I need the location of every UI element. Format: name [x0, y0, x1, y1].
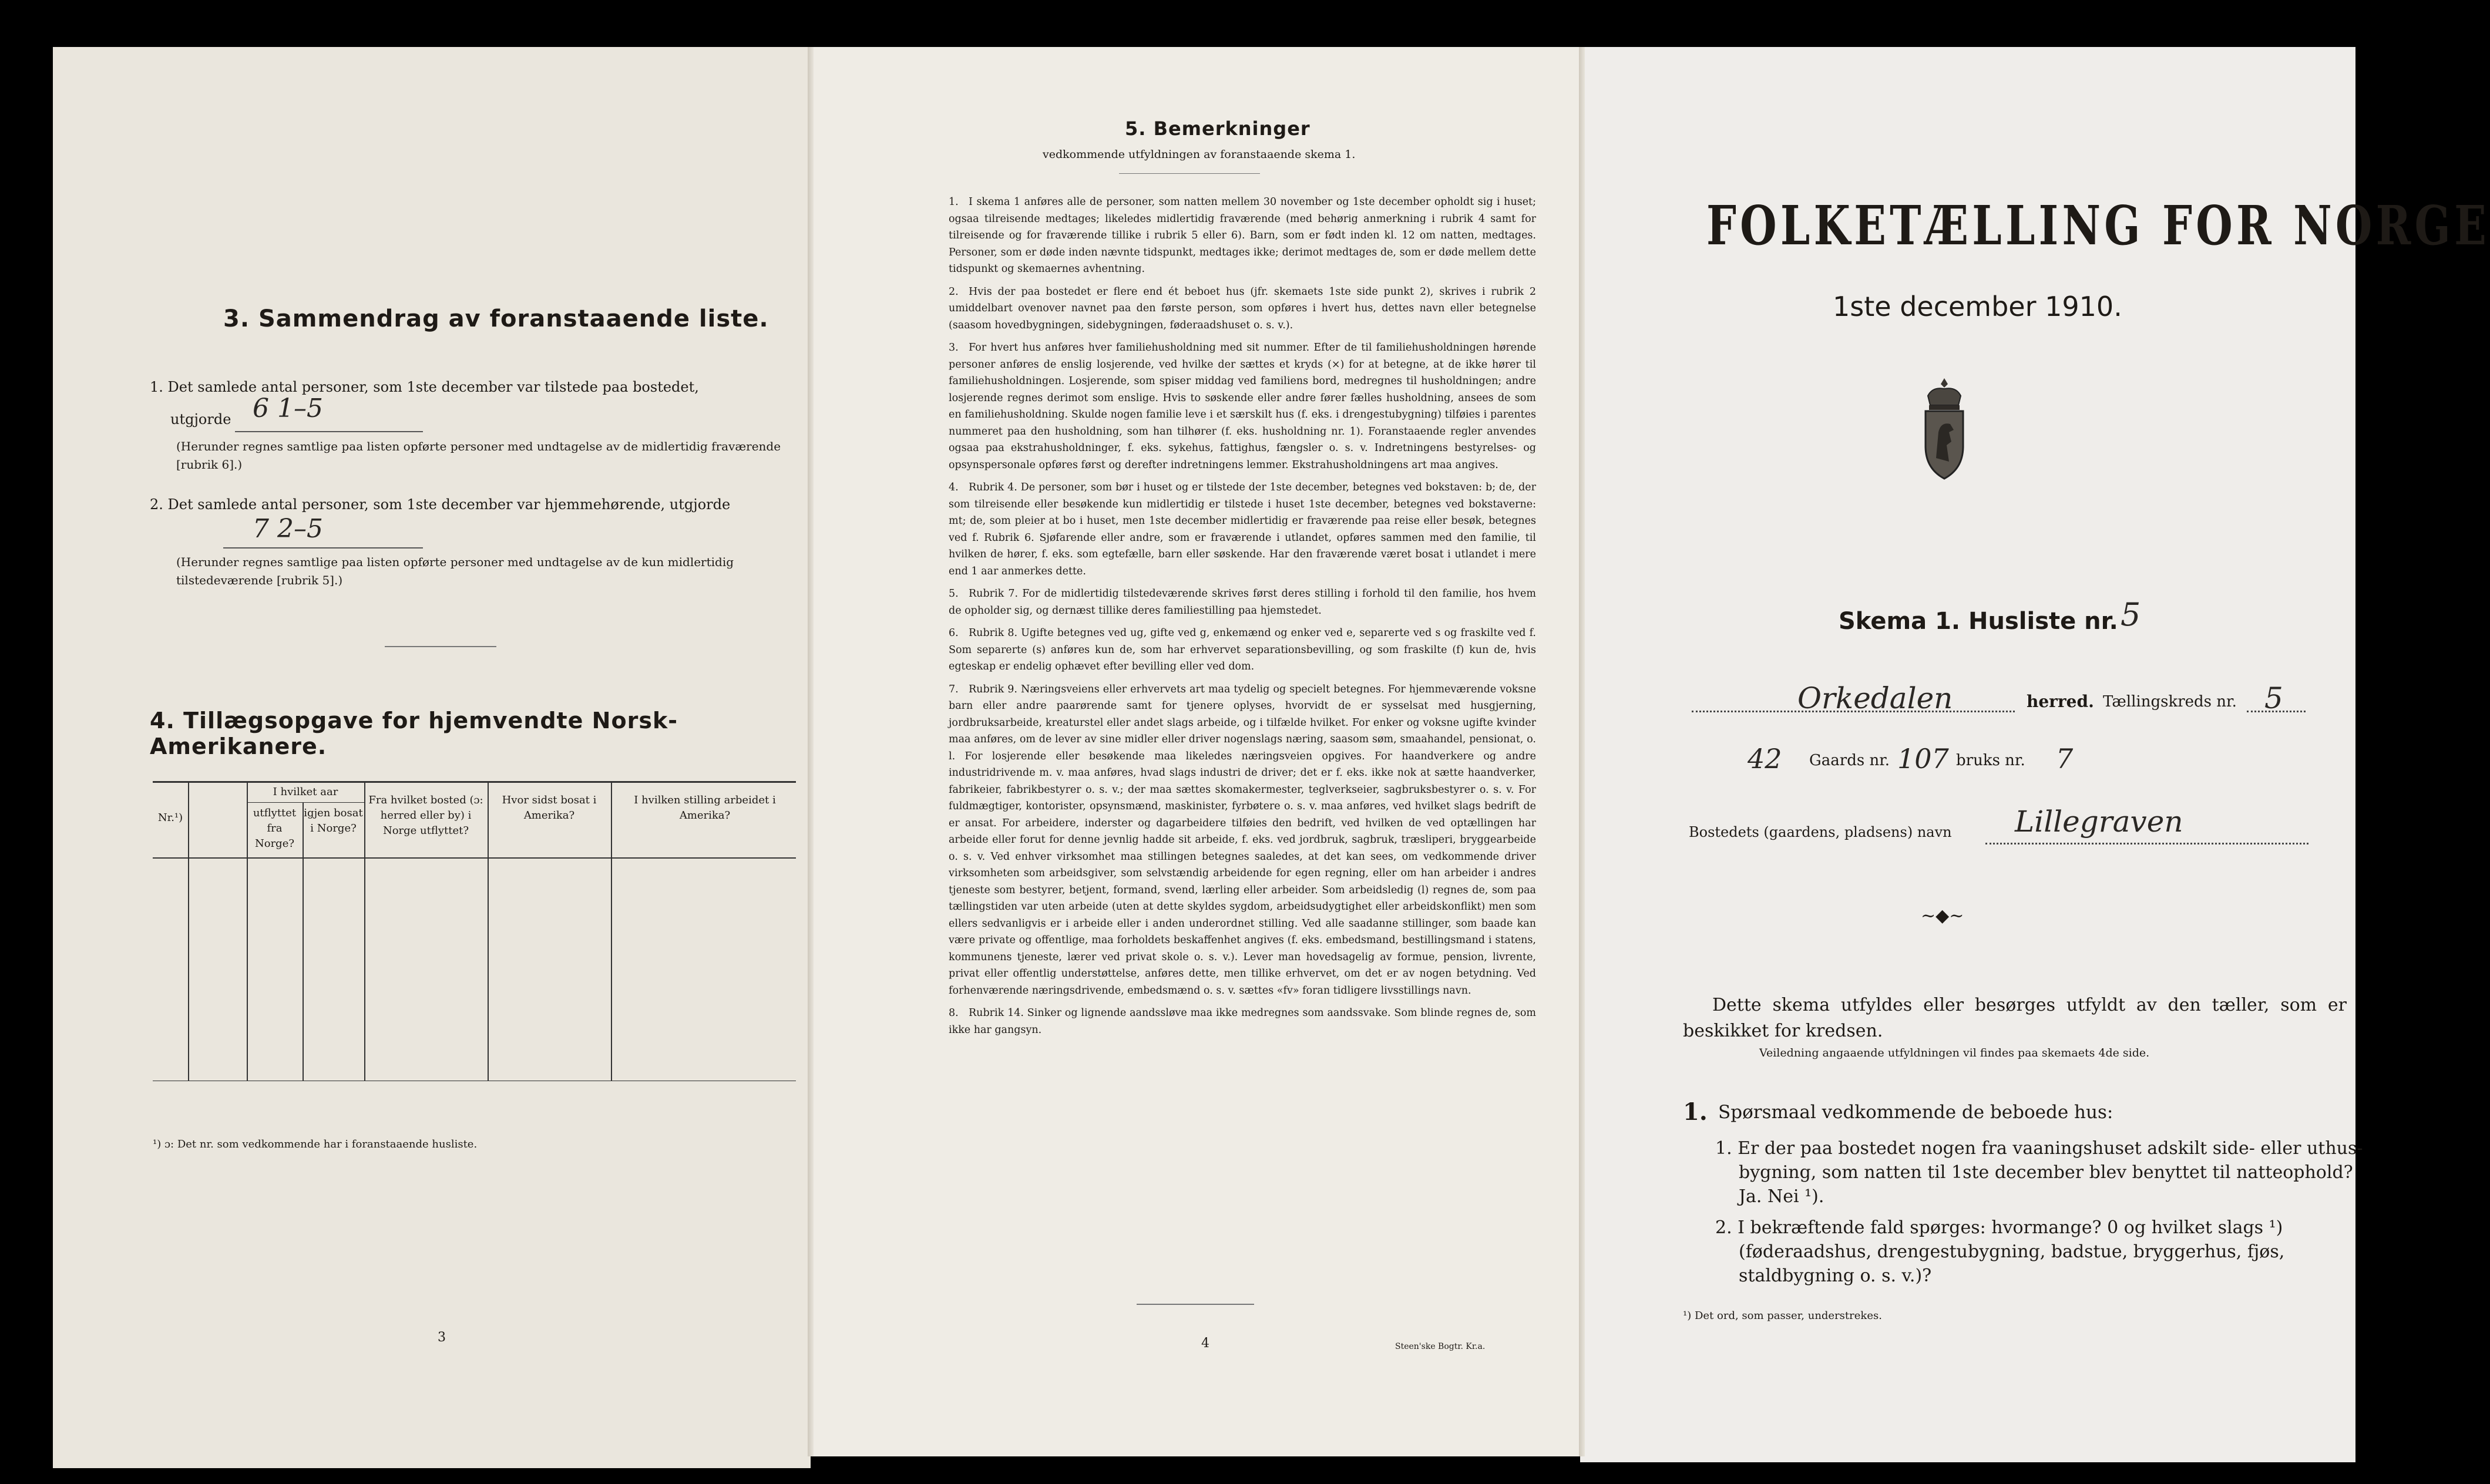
- remark-text: Rubrik 4. De personer, som bør i huset og er tilstede der 1ste december, betegnes ved bokstaven: b; de, der som tilreisende eller besøkende kun midlertidig er tilstede i huset 1ste december, betegnes ved bokstaverne: mt; de, som pleier at bo i huset, men 1ste december midlertidig er fraværende paa reise eller besøk, betegnes ved f. Rubrik 6. Sjøfarende eller andre, som er fraværende i utlandet, opføres sammen med den familie, til hvilken de hører, f. eks. som egtefælle, barn eller søskende. Har den fraværende været bosat i utlandet i mere end 1 aar anmerkes dette.: [949, 482, 1536, 577]
- page-number-4: 4: [1201, 1336, 1209, 1351]
- remarks-title: 5. Bemerkninger: [1125, 117, 1310, 140]
- right-footnote: ¹) Det ord, som passer, understrekes.: [1683, 1310, 1882, 1322]
- coat-of-arms-icon: [1915, 376, 1974, 482]
- remark-number: 3.: [949, 342, 959, 354]
- bosted-label: Bostedets (gaardens, pladsens) navn: [1689, 824, 1952, 840]
- section4-title: 4. Tillægsopgave for hjemvendte Norsk-Amerikanere.: [150, 708, 678, 759]
- gaards-nr: 107: [1897, 743, 1949, 775]
- remarks-title-rule: [1119, 173, 1260, 174]
- table-header-rule: [153, 857, 796, 859]
- remark-text: Hvis der paa bostedet er flere end ét beboet hus (jfr. skemaets 1ste side punkt 2), skrives i rubrik 2 umiddelbart ovenover navnet paa den første person, som opføres i hvert hus, dettes navn eller betegnelse (saasom hovedbygningen, sidebygningen, føderaadshuset o. s. v.).: [949, 285, 1536, 331]
- table-col-sep: [611, 781, 612, 1081]
- item1-text: 1. Det samlede antal personer, som 1ste december var tilstede paa bostedet,: [150, 379, 699, 395]
- gaards-label: Gaards nr.: [1809, 752, 1890, 769]
- item2-text: 2. Det samlede antal personer, som 1ste december var hjemmehørende, utgjorde: [150, 496, 731, 513]
- skema-label: Skema 1. Husliste nr.: [1839, 608, 2118, 635]
- remark-number: 8.: [949, 1007, 959, 1019]
- table-footnote: ¹) ɔ: Det nr. som vedkommende har i foranstaaende husliste.: [153, 1138, 478, 1150]
- question-heading-number: 1.: [1683, 1098, 1708, 1126]
- fold-right: [1579, 47, 1585, 1456]
- table-col-sep: [364, 781, 365, 1081]
- bosted-line: [1985, 843, 2308, 844]
- item2-note: (Herunder regnes samtlige paa listen opførte personer med undtagelse av de kun midlertidig tilstedeværende [rubrik 5].): [176, 555, 734, 587]
- remark-text: Rubrik 7. For de midlertidig tilstedeværende skrives først deres stilling i forhold til den familie, hos hvem de opholder sig, og dernæst tillike deres familiestilling paa hjemstedet.: [949, 588, 1536, 617]
- section-divider: [385, 646, 496, 647]
- intro-text: Dette skema utfyldes eller besørges utfyldt av den tæller, som er beskikket for kredsen.: [1683, 995, 2347, 1041]
- remark-item: [949, 194, 1536, 278]
- page-middle: [808, 47, 1580, 1456]
- remark-item: [949, 681, 1536, 1000]
- section3-title: 3. Sammendrag av foranstaaende liste.: [223, 305, 769, 332]
- item1-handwritten: 6 1–5: [253, 393, 323, 423]
- remark-number: 5.: [949, 588, 959, 600]
- table-col-sep: [488, 781, 489, 1081]
- table-col-sep: [188, 781, 189, 1081]
- remark-item: [949, 585, 1536, 619]
- remark-item: [949, 284, 1536, 334]
- item2-underline: [223, 547, 423, 548]
- item1-note: (Herunder regnes samtlige paa listen opførte personer med undtagelse av de midlertidig fraværende [rubrik 6].): [176, 439, 781, 472]
- question-1: 1. Er der paa bostedet nogen fra vaaningshuset adskilt side- eller uthus-bygning, som natten til 1ste december blev benyttet til natteophold? Ja. Nei ¹).: [1715, 1138, 2363, 1207]
- col-hvor-sidst: Hvor sidst bosat i Amerika?: [502, 794, 597, 822]
- page-right: [1580, 47, 2490, 1462]
- form-title: FOLKETÆLLING FOR NORGE: [1706, 194, 2490, 257]
- herred-value: Orkedalen: [1797, 681, 1953, 715]
- kreds-nr: 5: [2264, 681, 2283, 715]
- bruks-label: bruks nr.: [1956, 752, 2025, 769]
- remark-number: 2.: [949, 285, 959, 298]
- col-igjen-bosat: igjen bosat i Norge?: [304, 807, 363, 834]
- col-fra-hvilket: Fra hvilket bosted (ɔ: herred eller by) i Norge utflyttet?: [368, 794, 483, 837]
- husliste-nr: 5: [2121, 596, 2141, 633]
- item2-handwritten: 7 2–5: [253, 514, 323, 544]
- item1-utgjorde: utgjorde: [170, 411, 231, 428]
- remark-text: Rubrik 9. Næringsveiens eller erhvervets art maa tydelig og specielt betegnes. For hjemmeværende voksne barn eller andre paarørende samt for tjenere oplyses, hvorvidt de er sysselsat med husgjerning, jordbruksarbeide, kreaturstel eller andet slags arbeide, og i tilfælde hvilket. For enker og voksne ugifte kvinder maa anføres, om de lever av sine midler eller driver nogenslags næring, saasom søm, smaahandel, pensionat, o. l. For losjerende eller besøkende maa likeledes næringsveien opgives. For haandverkere og andre industridrivende m. v. maa anføres, hvad slags industri de driver; det er f. eks. ikke nok at sætte haandverker, fabrikeier, fabrikbestyrer o. s. v.; der maa sættes skomakermester, teglverkseier, sagbruksbestyrer o. s. v. For fuldmægtiger, kontorister, opsynsmænd, maskinister, fyrbøtere o. s. v. maa anføres, ved hvilket slags bedrift de er ansat. For arbeidere, inderster og dagarbeidere tilføies den bedrift, ved hvilken de ved optællingen har arbeide eller forut for denne jevnlig hadde sit arbeide, f. eks. ved jordbruk, sagbruk, træsliperi, bryggearbeide o. s. v. Ved enhver virksomhet maa stillingen betegnes saaledes, at det kan sees, om vedkommende driver virksomheten som arbeidsgiver, som selvstændig arbeidende for egen regning, eller om han arbeider i andres tjeneste som bestyrer, betjent, formand, svend, lærling eller arbeider. Som arbeidsledig (l) regnes de, som paa tællingstiden var uten arbeide (uten at dette skyldes sygdom, arbeidsudygtighet eller arbeidskonflikt) men som ellers sedvanligvis er i arbeide eller i anden underordnet stilling. Ved alle saadanne stillinger, som baade kan være private og offentlige, maa forholdets beskaffenhet angives (f. eks. embedsmand, bestillingsmand i statens, kommunens tjeneste, lærer ved privat skole o. s. v.). Lever man hovedsagelig av formue, pension, livrente, privat eller offentlig understøttelse, anføres dette, men tillike erhvervet, om det er av nogen betydning. Ved forhenværende næringsdrivende, embedsmænd o. s. v. sættes «fv» foran tidligere livsstillings navn.: [949, 683, 1536, 997]
- census-date: 1ste december 1910.: [1833, 291, 2122, 322]
- bosted-value: Lillegraven: [2015, 805, 2183, 839]
- table-year-rule: [247, 802, 364, 803]
- question-heading: Spørsmaal vedkommende de beboede hus:: [1718, 1102, 2113, 1123]
- gaards-prefix: 42: [1748, 743, 1782, 775]
- remark-item: [949, 339, 1536, 473]
- remark-item: [949, 479, 1536, 580]
- item1-underline: [235, 431, 423, 432]
- remarks-list: [949, 194, 1536, 1044]
- remark-number: 4.: [949, 482, 959, 493]
- col-nr: Nr.¹): [157, 812, 183, 824]
- ornament-icon: ~◆~: [1921, 906, 1964, 926]
- remark-text: Rubrik 8. Ugifte betegnes ved ug, gifte ved g, enkemænd og enker ved e, separerte ved s og fraskilte ved f. Som separerte (s) anføres kun de, som har erhvervet separationsbevilling, og som fraskilte (f) kun de, hvis egteskap er endelig ophævet efter bevilling eller ved dom.: [949, 627, 1536, 672]
- remark-item: [949, 1005, 1536, 1038]
- returnee-table: [153, 781, 796, 1110]
- page-left: [53, 47, 811, 1468]
- remark-text: I skema 1 anføres alle de personer, som natten mellem 30 november og 1ste december opholdt sig i huset; ogsaa tilreisende medtages; likeledes midlertidig fraværende (med behørig anmerkning i rubrik 4 samt for tilreisende og for fraværende tillike i rubrik 5 eller 6). Barn, som er født inden kl. 12 om natten, medtages. Personer, som er døde inden nævnte tidspunkt, medtages ikke; derimot medtages de, som er døde mellem dette tidspunkt og skemaernes avhentning.: [949, 196, 1536, 275]
- remark-item: [949, 625, 1536, 675]
- remark-number: 1.: [949, 196, 959, 208]
- printer-mark: Steen'ske Bogtr. Kr.a.: [1395, 1342, 1486, 1351]
- remark-number: 7.: [949, 683, 959, 695]
- remark-text: For hvert hus anføres hver familiehusholdning med sit nummer. Efter de til familiehusholdningen hørende personer anføres de enslig losjerende, ved hvilke der sættes et kryds (×) for at betegne, at de ikke hører til familiehusholdningen. Losjerende, som spiser middag ved familiens bord, medregnes til husholdningen; andre losjerende regnes derimot som enslige. Hvis to søskende eller andre fører fælles husholdning, ansees de som en familiehusholdning. Skulde nogen familie leve i et særskilt hus (f. eks. i drengestubygning) tilføies i parentes nummeret paa den husholdning, som han tilhører (f. eks. husholdning nr. 1). Foranstaaende regler anvendes ogsaa paa ekstrahusholdninger, f. eks. sykehus, fattighus, fængsler o. s. v. Indretningens bestyrelses- og opsynspersonale opføres først og derefter indretningens lemmer. Ekstrahusholdningens art maa angives.: [949, 342, 1536, 471]
- remark-text: Rubrik 14. Sinker og lignende aandssløve maa ikke medregnes som aandssvake. Som blinde regnes de, som ikke har gangsyn.: [949, 1007, 1536, 1036]
- herred-label: herred.: [2027, 692, 2094, 711]
- col-utflyttet: utflyttet fra Norge?: [253, 807, 297, 850]
- veiledning-text: Veiledning angaaende utfyldningen vil findes paa skemaets 4de side.: [1759, 1046, 2150, 1059]
- table-col-sep: [303, 802, 304, 1081]
- remark-number: 6.: [949, 627, 959, 639]
- remarks-end-rule: [1137, 1304, 1254, 1305]
- question-2: 2. I bekræftende fald spørges: hvormange? 0 og hvilket slags ¹) (føderaadshus, drengestubygning, badstue, bryggerhus, fjøs, staldbygning o. s. v.)?: [1715, 1217, 2285, 1286]
- col-hvilket-aar: I hvilket aar: [273, 786, 338, 798]
- fold-left: [808, 47, 814, 1456]
- table-top-rule: [153, 781, 796, 783]
- col-stilling: I hvilken stilling arbeidet i Amerika?: [634, 794, 776, 822]
- remarks-subtitle: vedkommende utfyldningen av foranstaaende skema 1.: [1043, 148, 1356, 161]
- bruks-nr: 7: [2056, 743, 2074, 775]
- kreds-label: Tællingskreds nr.: [2103, 693, 2237, 711]
- page-number-3: 3: [438, 1330, 446, 1345]
